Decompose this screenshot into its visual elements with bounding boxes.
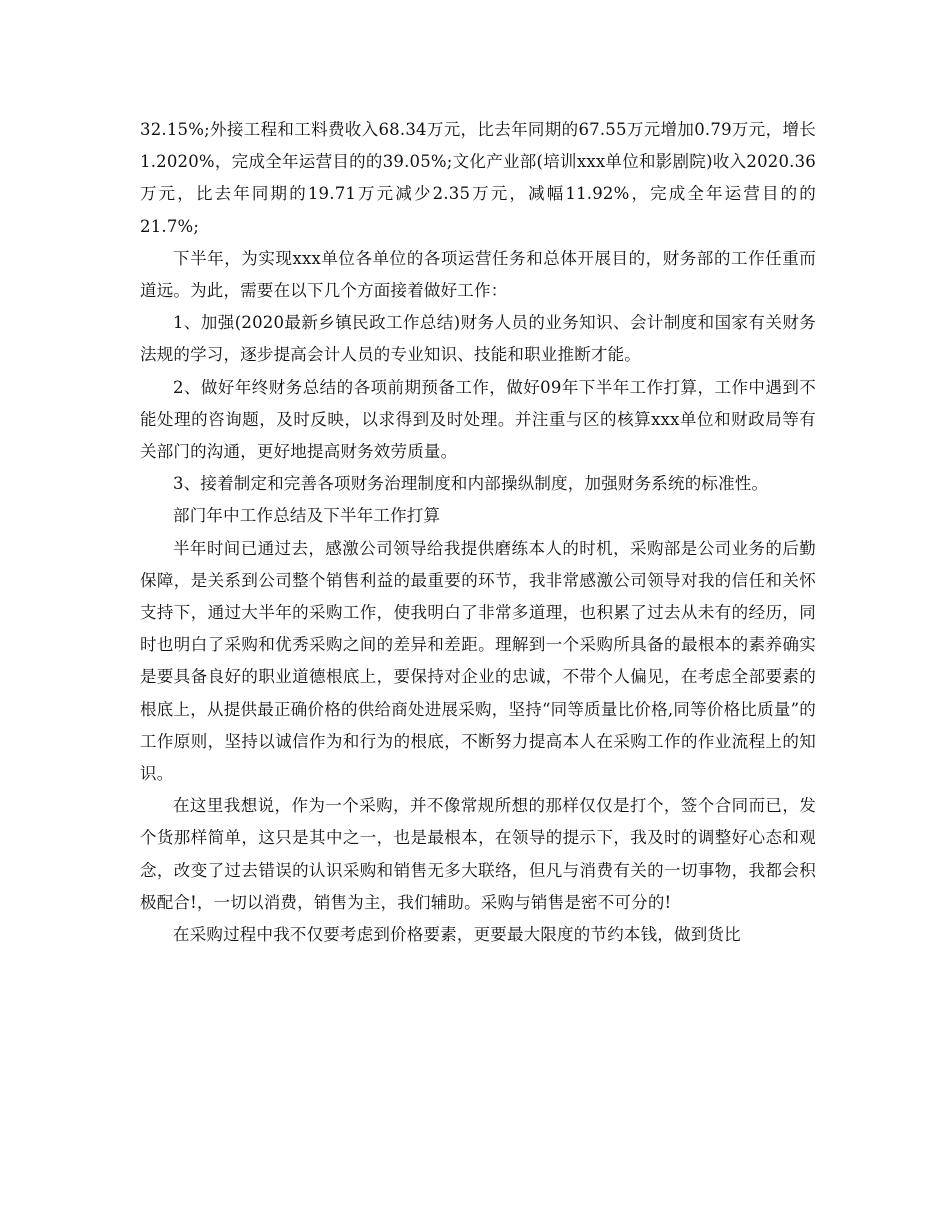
- paragraph-4: 2、做好年终财务总结的各项前期预备工作，做好09年下半年工作打算，工作中遇到不能处理的咨询题，及时反映，以求得到及时处理。并注重与区的核算xxx单位和财政局等有关部门的沟通，更好地提高财务效劳质量。: [140, 377, 816, 462]
- document-body: [140, 114, 816, 951]
- paragraph-8: 在这里我想说，作为一个采购，并不像常规所想的那样仅仅是打个，签个合同而已，发个货那样简单，这只是其中之一，也是最根本，在领导的提示下，我及时的调整好心态和观念，改变了过去错误的认识采购和销售无多大联络，但凡与消费有关的一切事物，我都会积极配合!，一切以消费，销售为主，我们辅助。采购与销售是密不可分的!: [140, 796, 816, 912]
- paragraph-5: 3、接着制定和完善各项财务治理制度和内部操纵制度，加强财务系统的标准性。: [173, 474, 769, 494]
- paragraph-9: 在采购过程中我不仅要考虑到价格要素，更要最大限度的节约本钱，做到货比: [173, 925, 741, 945]
- paragraph-3: 1、加强(2020最新乡镇民政工作总结)财务人员的业务知识、会计制度和国家有关财务法规的学习，逐步提高会计人员的专业知识、技能和职业推断才能。: [140, 313, 816, 365]
- paragraph-7: 半年时间已通过去，感激公司领导给我提供磨练本人的时机，采购部是公司业务的后勤保障，是关系到公司整个销售利益的最重要的环节，我非常感激公司领导对我的信任和关怀支持下，通过大半年的采购工作，使我明白了非常多道理，也积累了过去从未有的经历，同时也明白了采购和优秀采购之间的差异和差距。理解到一个采购所具备的最根本的素养确实是要具备良好的职业道德根底上，要保持对企业的忠诚，不带个人偏见，在考虑全部要素的根底上，从提供最正确价格的供给商处进展采购，坚持“同等质量比价格,同等价格比质量”的工作原则，坚持以诚信作为和行为的根底，不断努力提高本人在采购工作的作业流程上的知识。: [140, 538, 816, 784]
- paragraph-2: 下半年，为实现xxx单位各单位的各项运营任务和总体开展目的，财务部的工作任重而道远。为此，需要在以下几个方面接着做好工作：: [140, 248, 816, 301]
- paragraph-1: 32.15%;外接工程和工料费收入68.34万元，比去年同期的67.55万元增加0.79万元，增长1.2020%，完成全年运营目的的39.05%;文化产业部(培训xxx单位和影剧院)收入2020.36万元，比去年同期的19.71万元减少2.35万元，减幅11.92%，完成全年运营目的的21.7%;: [140, 120, 816, 236]
- section-heading: 部门年中工作总结及下半年工作打算: [173, 506, 441, 526]
